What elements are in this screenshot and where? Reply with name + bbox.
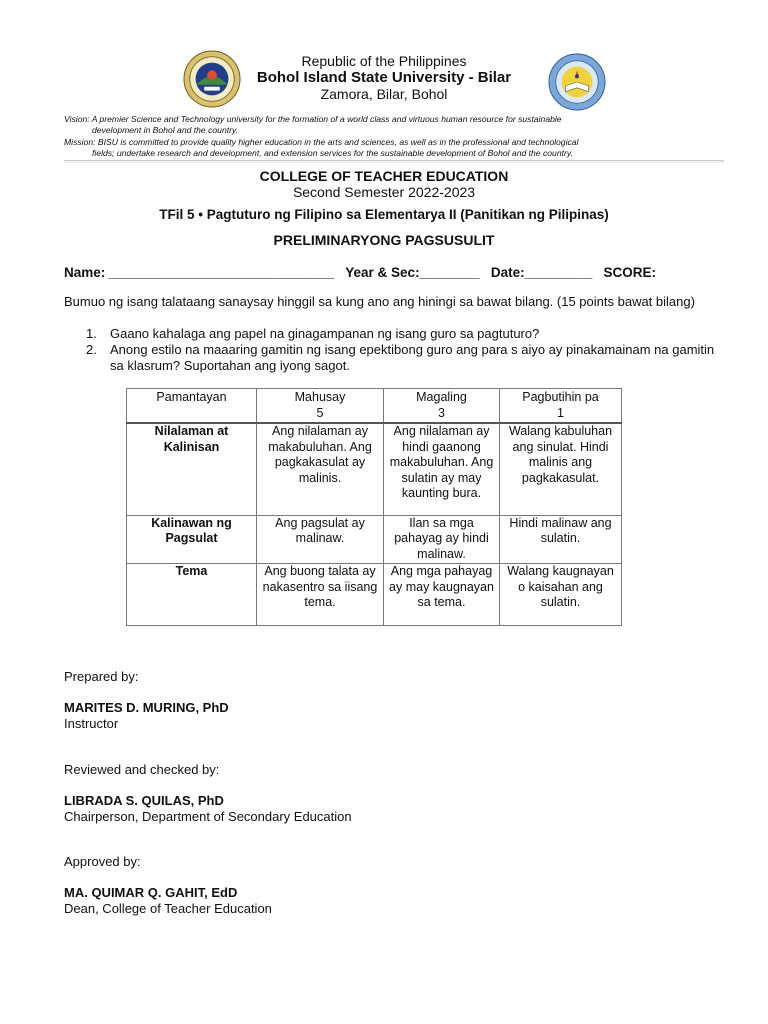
rubric-header-cell bbox=[384, 389, 500, 424]
rubric-cell: Ang nilalaman ay hindi gaanong makabuluhan. Ang sulatin ay may kaunting bura. bbox=[384, 423, 500, 515]
rubric-cell: Ang mga pahayag ay may kaugnayan sa tema. bbox=[384, 564, 500, 626]
student-info-line: Name: ______________________________ Year & Sec:________ Date:_________ SCORE: bbox=[64, 265, 656, 280]
rubric-header-label: Pagbutihin pa bbox=[522, 390, 599, 404]
mission-line-1: Mission: BISU is committed to provide quality higher education in the arts and sciences, as well as in the professional and technological bbox=[64, 137, 579, 147]
rubric-row bbox=[127, 564, 622, 626]
prepared-by-label: Prepared by: bbox=[64, 669, 139, 684]
rubric-header-row bbox=[127, 389, 622, 424]
exam-title: PRELIMINARYONG PAGSUSULIT bbox=[273, 232, 495, 248]
mission-statement bbox=[64, 137, 714, 158]
prepared-by-title: Instructor bbox=[64, 716, 119, 731]
rubric-row bbox=[127, 423, 622, 515]
question-item bbox=[64, 342, 724, 374]
header-divider bbox=[64, 160, 724, 161]
mission-line-2: fields; undertake research and development, and extension services for the sustainable development of Bohol and the country. bbox=[92, 147, 573, 158]
rubric-cell: Ilan sa mga pahayag ay hindi malinaw. bbox=[384, 515, 500, 564]
rubric-cell: Ang nilalaman ay makabuluhan. Ang pagkakasulat ay malinis. bbox=[257, 423, 384, 515]
header-republic: Republic of the Philippines bbox=[301, 53, 467, 69]
rubric-criterion: Tema bbox=[127, 564, 257, 626]
rubric-header-label: Mahusay bbox=[294, 390, 346, 404]
course-title: TFil 5 • Pagtuturo ng Filipino sa Elementarya II (Panitikan ng Pilipinas) bbox=[159, 207, 609, 222]
rubric-row bbox=[127, 515, 622, 564]
vision-line-2: development in Bohol and the country. bbox=[92, 124, 239, 135]
question-number: 2. bbox=[86, 342, 97, 357]
rubric-header-points: 1 bbox=[557, 405, 564, 420]
question-item bbox=[64, 326, 724, 342]
approved-by-name: MA. QUIMAR Q. GAHIT, EdD bbox=[64, 885, 238, 900]
vision-line-1: Vision: A premier Science and Technology university for the formation of a world class and virtuous human resource for sustainable bbox=[64, 114, 562, 124]
reviewed-by-title: Chairperson, Department of Secondary Education bbox=[64, 809, 352, 824]
college-name: COLLEGE OF TEACHER EDUCATION bbox=[259, 168, 509, 184]
header-university: Bohol Island State University - Bilar bbox=[256, 69, 512, 86]
rubric-criterion: Kalinawan ng Pagsulat bbox=[127, 515, 257, 564]
vision-statement bbox=[64, 114, 714, 135]
approved-by-title: Dean, College of Teacher Education bbox=[64, 901, 272, 916]
instructions: Bumuo ng isang talataang sanaysay hinggil sa kung ano ang hiningi sa bawat bilang. (15 points bawat bilang) bbox=[64, 294, 695, 309]
rubric-cell: Hindi malinaw ang sulatin. bbox=[500, 515, 622, 564]
rubric-header-points: 5 bbox=[316, 405, 324, 420]
rubric-header-cell bbox=[500, 389, 622, 424]
rubric-header-cell bbox=[127, 389, 257, 424]
approved-by-label: Approved by: bbox=[64, 854, 141, 869]
rubric-cell: Ang buong talata ay nakasentro sa iisang tema. bbox=[257, 564, 384, 626]
rubric-cell: Walang kabuluhan ang sinulat. Hindi malinis ang pagkakasulat. bbox=[500, 423, 622, 515]
rubric-cell: Walang kaugnayan o kaisahan ang sulatin. bbox=[500, 564, 622, 626]
rubric-criterion: Nilalaman at Kalinisan bbox=[127, 423, 257, 515]
rubric-header-label: Magaling bbox=[416, 390, 467, 404]
question-text: Gaano kahalaga ang papel na ginagampanan ng isang guro sa pagtuturo? bbox=[110, 326, 540, 341]
reviewed-by-name: LIBRADA S. QUILAS, PhD bbox=[64, 793, 224, 808]
rubric-table bbox=[126, 388, 622, 626]
rubric-header-label: Pamantayan bbox=[156, 390, 227, 404]
rubric-cell: Ang pagsulat ay malinaw. bbox=[257, 515, 384, 564]
semester: Second Semester 2022-2023 bbox=[292, 184, 476, 200]
rubric-header-cell bbox=[257, 389, 384, 424]
question-number: 1. bbox=[86, 326, 97, 341]
prepared-by-name: MARITES D. MURING, PhD bbox=[64, 700, 229, 715]
reviewed-by-label: Reviewed and checked by: bbox=[64, 762, 220, 777]
question-text: Anong estilo na maaaring gamitin ng isang epektibong guro ang para s aiyo ay pinakamainam na gamitin sa klasrum? Suportahan ang iyong sagot. bbox=[110, 342, 715, 373]
rubric-header-points: 3 bbox=[438, 405, 445, 420]
question-list bbox=[64, 326, 724, 374]
header-address: Zamora, Bilar, Bohol bbox=[320, 86, 448, 102]
